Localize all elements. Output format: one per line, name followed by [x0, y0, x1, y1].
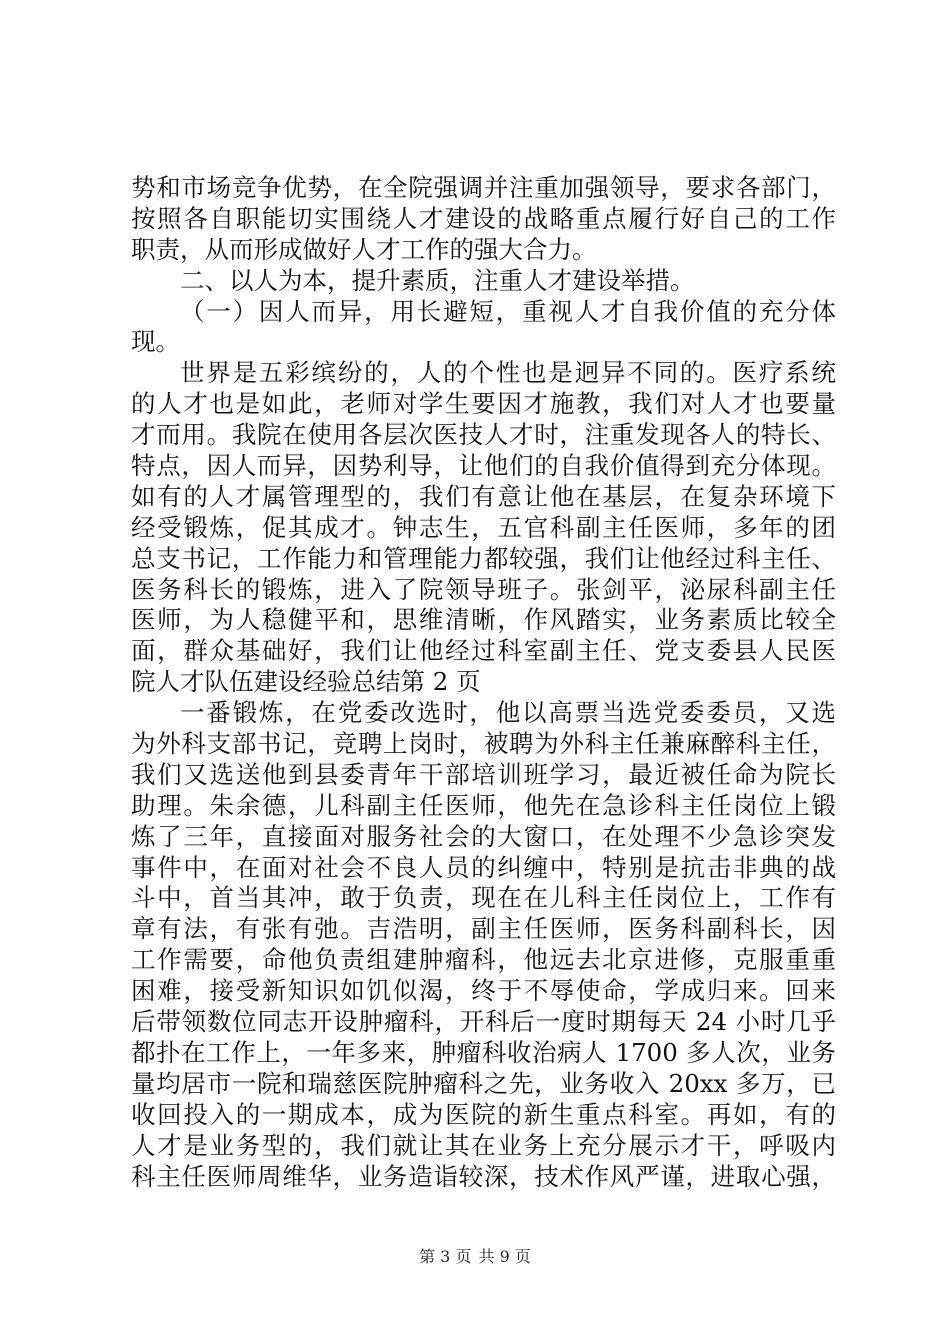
- text-line: 总支书记，工作能力和管理能力都较强，我们让他经过科主任、: [131, 543, 836, 573]
- text-line: 医师，为人稳健平和，思维清晰，作风踏实，业务素质比较全: [131, 605, 836, 635]
- total-pages: 共 9 页: [478, 1247, 531, 1266]
- text-line: 量均居市一院和瑞慈医院肿瘤科之先，业务收入 20xx 多万，已: [131, 1068, 836, 1098]
- text-line: 章有法，有张有弛。吉浩明，副主任医师，医务科副科长，因: [131, 914, 836, 944]
- text-line: （一）因人而异，用长避短，重视人才自我价值的充分体: [180, 296, 836, 326]
- text-line: 工作需要，命他负责组建肿瘤科，他远去北京进修，克服重重: [131, 945, 836, 975]
- text-line: 事件中，在面对社会不良人员的纠缠中，特别是抗击非典的战: [131, 852, 836, 882]
- text-line: 一番锻炼，在党委改选时，他以高票当选党委委员，又选: [180, 698, 836, 728]
- page-number: 第 3 页: [419, 1247, 472, 1266]
- page-footer: [0, 1244, 950, 1267]
- text-line: 才而用。我院在使用各层次医技人才时，注重发现各人的特长、: [131, 420, 836, 450]
- text-line: 助理。朱余德，儿科副主任医师，他先在急诊科主任岗位上锻: [131, 790, 836, 820]
- text-line: 斗中，首当其冲，敢于负责，现在在儿科主任岗位上，工作有: [131, 883, 836, 913]
- text-line: 世界是五彩缤纷的，人的个性也是迥异不同的。医疗系统: [180, 358, 836, 388]
- text-line: 收回投入的一期成本，成为医院的新生重点科室。再如，有的: [131, 1099, 836, 1129]
- text-line: 特点，因人而异，因势利导，让他们的自我价值得到充分体现。: [131, 451, 836, 481]
- text-line: 按照各自职能切实围绕人才建设的战略重点履行好自己的工作: [131, 203, 836, 233]
- text-line: 势和市场竞争优势，在全院强调并注重加强领导，要求各部门，: [131, 173, 836, 202]
- text-line: 困难，接受新知识如饥似渴，终于不辱使命，学成归来。回来: [131, 976, 836, 1006]
- text-line: 院人才队伍建设经验总结第 2 页: [131, 667, 481, 697]
- text-line: 我们又选送他到县委青年干部培训班学习，最近被任命为院长: [131, 759, 836, 789]
- text-line: 职责，从而形成做好人才工作的强大合力。: [131, 234, 597, 264]
- text-line: 都扑在工作上，一年多来，肿瘤科收治病人 1700 多人次，业务: [131, 1037, 836, 1067]
- text-line: 炼了三年，直接面对服务社会的大窗口，在处理不少急诊突发: [131, 821, 836, 851]
- text-line: 的人才也是如此，老师对学生要因才施教，我们对人才也要量: [131, 389, 836, 419]
- text-line: 医务科长的锻炼，进入了院领导班子。张剑平，泌尿科副主任: [131, 574, 836, 604]
- text-line: 如有的人才属管理型的，我们有意让他在基层，在复杂环境下: [131, 481, 836, 511]
- text-line: 人才是业务型的，我们就让其在业务上充分展示才干，呼吸内: [131, 1130, 836, 1160]
- text-line: 科主任医师周维华，业务造诣较深，技术作风严谨，进取心强，: [131, 1161, 836, 1191]
- text-line: 面，群众基础好，我们让他经过科室副主任、党支委县人民医: [131, 636, 836, 666]
- text-line: 后带领数位同志开设肿瘤科，开科后一度时期每天 24 小时几乎: [131, 1007, 836, 1037]
- text-line: 为外科支部书记，竞聘上岗时，被聘为外科主任兼麻醉科主任，: [131, 729, 836, 759]
- document-body: [131, 173, 836, 1192]
- text-line: 二、以人为本，提升素质，注重人才建设举措。: [180, 265, 695, 295]
- text-line: 现。: [131, 327, 180, 357]
- text-line: 经受锻炼，促其成才。钟志生，五官科副主任医师，多年的团: [131, 512, 836, 542]
